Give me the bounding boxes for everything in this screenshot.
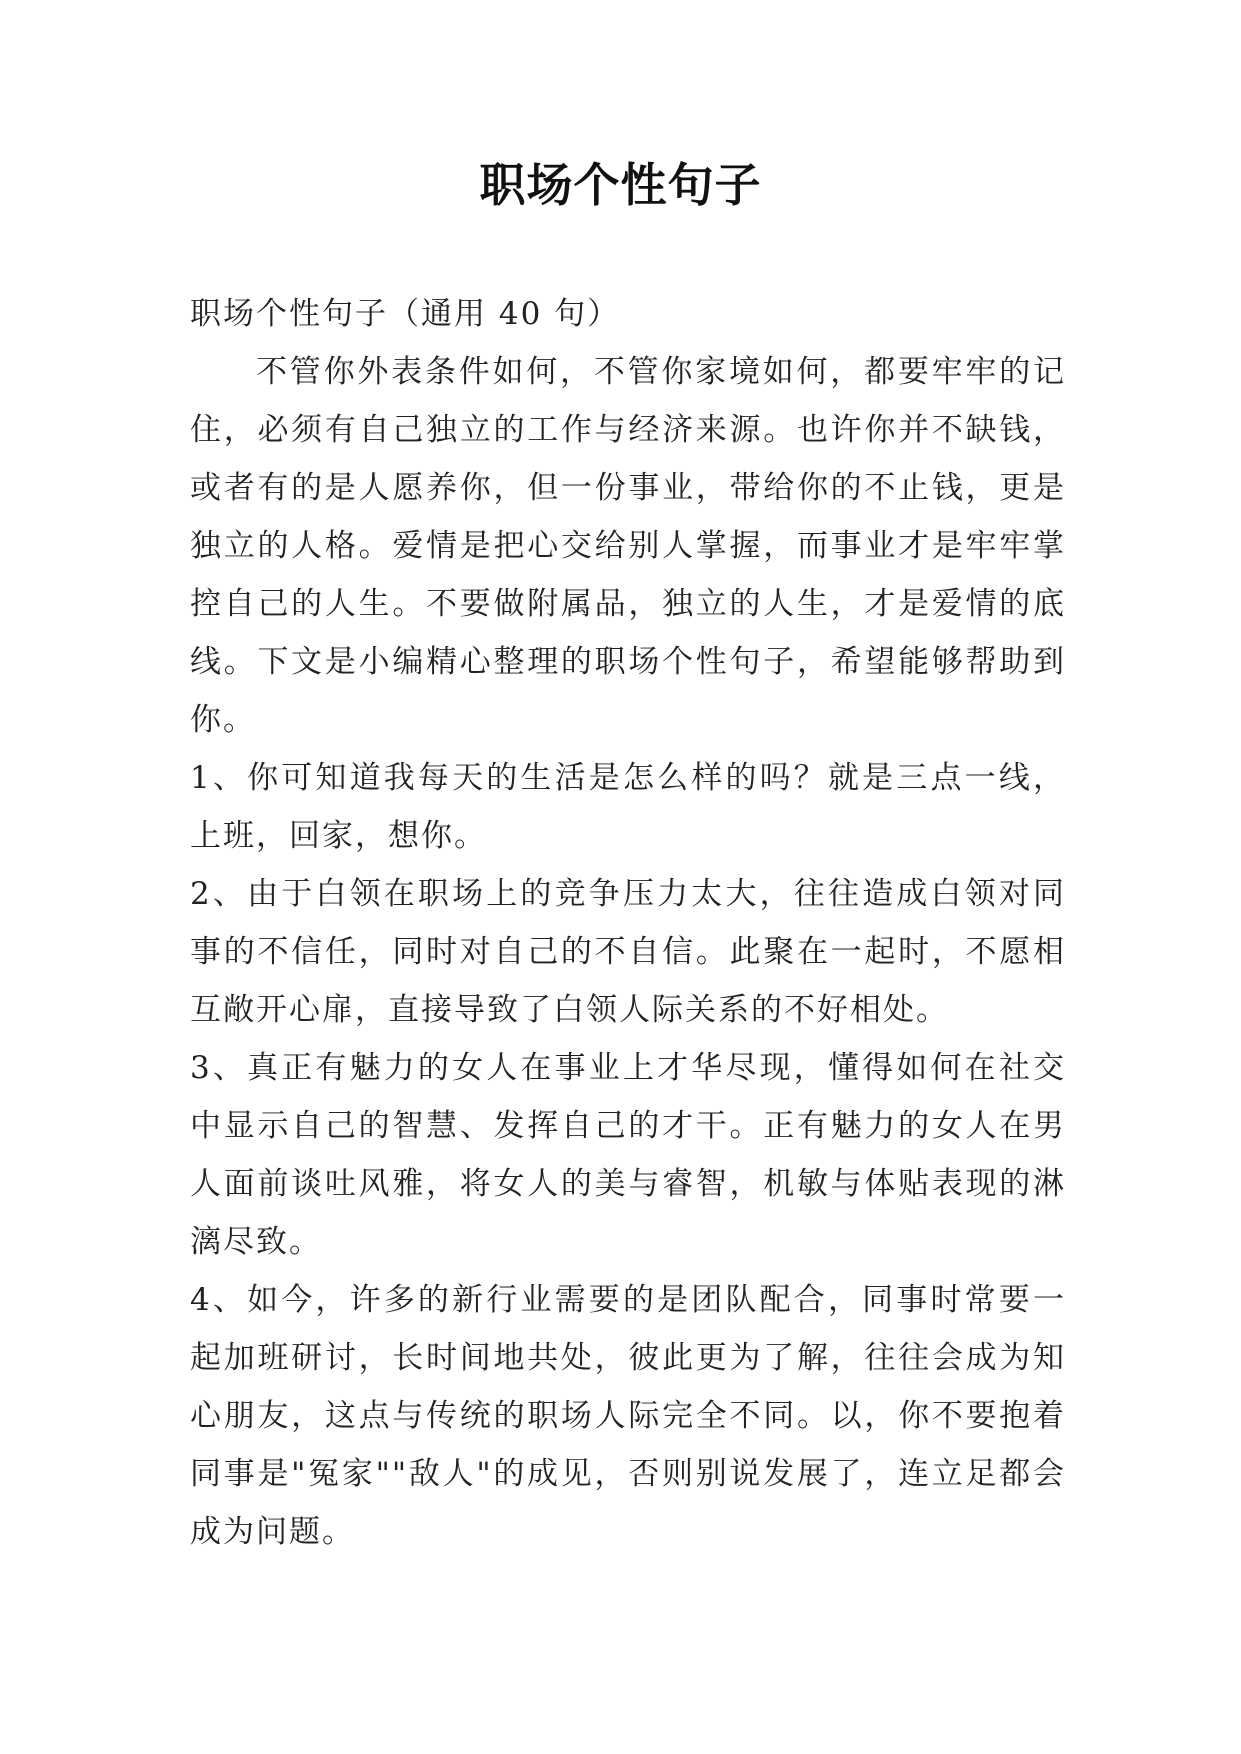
intro-paragraph: 不管你外表条件如何，不管你家境如何，都要牢牢的记住，必须有自己独立的工作与经济来源。也许你并不缺钱，或者有的是人愿养你，但一份事业，带给你的不止钱，更是独立的人格。爱情是把心交给别人掌握，而事业才是牢牢掌控自己的人生。不要做附属品，独立的人生，才是爱情的底线。下文是小编精心整理的职场个性句子，希望能够帮助到你。: [190, 354, 1066, 738]
document-title: 职场个性句子: [479, 158, 762, 212]
list-item: 4、如今，许多的新行业需要的是团队配合，同事时常要一起加班研讨，长时间地共处，彼此更为了解，往往会成为知心朋友，这点与传统的职场人际完全不同。以，你不要抱着同事是"冤家""敌人"的成见，否则别说发展了，连立足都会成为问题。: [190, 1282, 1066, 1550]
document-body: [190, 285, 1066, 1561]
list-item: 3、真正有魅力的女人在事业上才华尽现，懂得如何在社交中显示自己的智慧、发挥自己的才干。正有魅力的女人在男人面前谈吐风雅，将女人的美与睿智，机敏与体贴表现的淋漓尽致。: [190, 1050, 1066, 1260]
list-item: 1、你可知道我每天的生活是怎么样的吗？就是三点一线，上班，回家，想你。: [190, 760, 1066, 854]
list-item: 2、由于白领在职场上的竞争压力太大，往往造成白领对同事的不信任，同时对自己的不自信。此聚在一起时，不愿相互敞开心扉，直接导致了白领人际关系的不好相处。: [190, 876, 1066, 1028]
document-subtitle: 职场个性句子（通用 40 句）: [190, 296, 621, 332]
